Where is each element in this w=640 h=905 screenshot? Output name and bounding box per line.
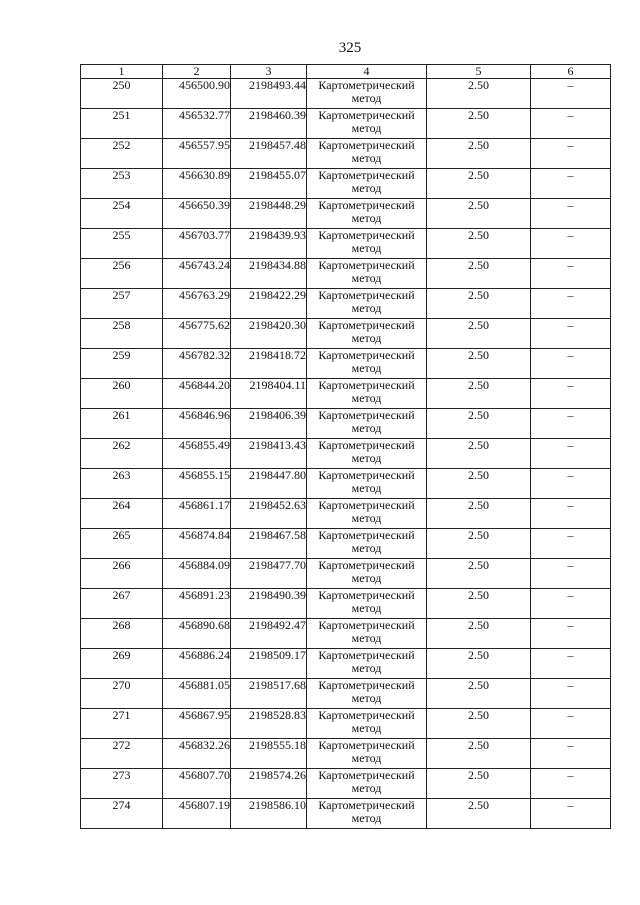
method-cell xyxy=(307,649,427,679)
precision-cell: 2.50 xyxy=(427,589,531,619)
precision-cell: 2.50 xyxy=(427,169,531,199)
table-row xyxy=(81,619,611,649)
point-number-cell: 252 xyxy=(81,139,163,169)
method-cell xyxy=(307,229,427,259)
y-coordinate-cell: 2198555.18 xyxy=(231,739,307,769)
table-row xyxy=(81,289,611,319)
method-line-2: метод xyxy=(351,151,382,165)
point-number-cell: 254 xyxy=(81,199,163,229)
precision-cell: 2.50 xyxy=(427,79,531,109)
method-line-2: метод xyxy=(351,481,382,495)
precision-cell: 2.50 xyxy=(427,529,531,559)
column-6-cell: – xyxy=(531,739,611,769)
precision-cell: 2.50 xyxy=(427,709,531,739)
column-header: 1 xyxy=(81,65,163,79)
y-coordinate-cell: 2198434.88 xyxy=(231,259,307,289)
method-line-1: Картометрический xyxy=(318,198,415,212)
method-line-2: метод xyxy=(351,541,382,555)
method-cell xyxy=(307,259,427,289)
precision-cell: 2.50 xyxy=(427,469,531,499)
method-line-1: Картометрический xyxy=(318,408,415,422)
x-coordinate-cell: 456881.05 xyxy=(163,679,231,709)
method-line-1: Картометрический xyxy=(318,768,415,782)
method-cell xyxy=(307,799,427,829)
precision-cell: 2.50 xyxy=(427,679,531,709)
point-number-cell: 268 xyxy=(81,619,163,649)
method-line-2: метод xyxy=(351,331,382,345)
point-number-cell: 262 xyxy=(81,439,163,469)
table-row xyxy=(81,709,611,739)
x-coordinate-cell: 456855.15 xyxy=(163,469,231,499)
method-cell xyxy=(307,709,427,739)
precision-cell: 2.50 xyxy=(427,769,531,799)
point-number-cell: 270 xyxy=(81,679,163,709)
table-row xyxy=(81,739,611,769)
method-cell xyxy=(307,289,427,319)
method-cell xyxy=(307,439,427,469)
column-6-cell: – xyxy=(531,619,611,649)
precision-cell: 2.50 xyxy=(427,199,531,229)
column-6-cell: – xyxy=(531,409,611,439)
column-6-cell: – xyxy=(531,769,611,799)
method-cell xyxy=(307,379,427,409)
precision-cell: 2.50 xyxy=(427,139,531,169)
table-row xyxy=(81,409,611,439)
table-row xyxy=(81,439,611,469)
method-cell xyxy=(307,409,427,439)
method-line-2: метод xyxy=(351,121,382,135)
method-line-1: Картометрический xyxy=(318,228,415,242)
y-coordinate-cell: 2198586.10 xyxy=(231,799,307,829)
x-coordinate-cell: 456630.89 xyxy=(163,169,231,199)
x-coordinate-cell: 456846.96 xyxy=(163,409,231,439)
y-coordinate-cell: 2198492.47 xyxy=(231,619,307,649)
column-6-cell: – xyxy=(531,379,611,409)
table-row xyxy=(81,79,611,109)
point-number-cell: 257 xyxy=(81,289,163,319)
column-header: 4 xyxy=(307,65,427,79)
method-cell xyxy=(307,319,427,349)
x-coordinate-cell: 456832.26 xyxy=(163,739,231,769)
method-cell xyxy=(307,109,427,139)
method-line-2: метод xyxy=(351,511,382,525)
method-line-1: Картометрический xyxy=(318,78,415,92)
point-number-cell: 255 xyxy=(81,229,163,259)
method-line-2: метод xyxy=(351,181,382,195)
y-coordinate-cell: 2198509.17 xyxy=(231,649,307,679)
precision-cell: 2.50 xyxy=(427,439,531,469)
method-line-2: метод xyxy=(351,721,382,735)
precision-cell: 2.50 xyxy=(427,319,531,349)
table-row xyxy=(81,319,611,349)
method-cell xyxy=(307,679,427,709)
method-line-1: Картометрический xyxy=(318,378,415,392)
column-6-cell: – xyxy=(531,439,611,469)
method-cell xyxy=(307,349,427,379)
point-number-cell: 260 xyxy=(81,379,163,409)
x-coordinate-cell: 456775.62 xyxy=(163,319,231,349)
method-line-1: Картометрический xyxy=(318,108,415,122)
point-number-cell: 256 xyxy=(81,259,163,289)
method-line-1: Картометрический xyxy=(318,678,415,692)
precision-cell: 2.50 xyxy=(427,499,531,529)
column-6-cell: – xyxy=(531,499,611,529)
method-line-1: Картометрический xyxy=(318,138,415,152)
method-cell xyxy=(307,529,427,559)
point-number-cell: 263 xyxy=(81,469,163,499)
y-coordinate-cell: 2198413.43 xyxy=(231,439,307,469)
table-row xyxy=(81,259,611,289)
y-coordinate-cell: 2198493.44 xyxy=(231,79,307,109)
method-line-2: метод xyxy=(351,391,382,405)
y-coordinate-cell: 2198574.26 xyxy=(231,769,307,799)
method-line-2: метод xyxy=(351,301,382,315)
method-line-1: Картометрический xyxy=(318,798,415,812)
y-coordinate-cell: 2198490.39 xyxy=(231,589,307,619)
column-6-cell: – xyxy=(531,709,611,739)
column-6-cell: – xyxy=(531,169,611,199)
method-line-2: метод xyxy=(351,271,382,285)
point-number-cell: 274 xyxy=(81,799,163,829)
precision-cell: 2.50 xyxy=(427,259,531,289)
table-row xyxy=(81,199,611,229)
method-cell xyxy=(307,589,427,619)
point-number-cell: 271 xyxy=(81,709,163,739)
method-line-2: метод xyxy=(351,421,382,435)
method-line-1: Картометрический xyxy=(318,588,415,602)
column-6-cell: – xyxy=(531,289,611,319)
column-6-cell: – xyxy=(531,649,611,679)
column-6-cell: – xyxy=(531,529,611,559)
method-line-1: Картометрический xyxy=(318,618,415,632)
y-coordinate-cell: 2198457.48 xyxy=(231,139,307,169)
table-row xyxy=(81,769,611,799)
x-coordinate-cell: 456861.17 xyxy=(163,499,231,529)
column-6-cell: – xyxy=(531,589,611,619)
table-row xyxy=(81,229,611,259)
point-number-cell: 269 xyxy=(81,649,163,679)
method-line-1: Картометрический xyxy=(318,348,415,362)
precision-cell: 2.50 xyxy=(427,559,531,589)
column-6-cell: – xyxy=(531,229,611,259)
method-line-2: метод xyxy=(351,811,382,825)
point-number-cell: 265 xyxy=(81,529,163,559)
precision-cell: 2.50 xyxy=(427,619,531,649)
table-row xyxy=(81,469,611,499)
coordinates-table xyxy=(80,64,611,829)
point-number-cell: 273 xyxy=(81,769,163,799)
y-coordinate-cell: 2198467.58 xyxy=(231,529,307,559)
method-line-2: метод xyxy=(351,751,382,765)
precision-cell: 2.50 xyxy=(427,799,531,829)
method-line-2: метод xyxy=(351,451,382,465)
y-coordinate-cell: 2198422.29 xyxy=(231,289,307,319)
x-coordinate-cell: 456890.68 xyxy=(163,619,231,649)
method-cell xyxy=(307,739,427,769)
column-6-cell: – xyxy=(531,139,611,169)
x-coordinate-cell: 456650.39 xyxy=(163,199,231,229)
table-row xyxy=(81,169,611,199)
method-line-2: метод xyxy=(351,601,382,615)
point-number-cell: 253 xyxy=(81,169,163,199)
method-line-2: метод xyxy=(351,361,382,375)
x-coordinate-cell: 456557.95 xyxy=(163,139,231,169)
x-coordinate-cell: 456807.70 xyxy=(163,769,231,799)
x-coordinate-cell: 456886.24 xyxy=(163,649,231,679)
column-6-cell: – xyxy=(531,559,611,589)
method-line-2: метод xyxy=(351,241,382,255)
x-coordinate-cell: 456807.19 xyxy=(163,799,231,829)
method-cell xyxy=(307,559,427,589)
y-coordinate-cell: 2198418.72 xyxy=(231,349,307,379)
point-number-cell: 266 xyxy=(81,559,163,589)
point-number-cell: 259 xyxy=(81,349,163,379)
x-coordinate-cell: 456500.90 xyxy=(163,79,231,109)
method-line-1: Картометрический xyxy=(318,318,415,332)
y-coordinate-cell: 2198460.39 xyxy=(231,109,307,139)
method-line-1: Картометрический xyxy=(318,468,415,482)
method-line-2: метод xyxy=(351,211,382,225)
method-line-2: метод xyxy=(351,661,382,675)
method-line-2: метод xyxy=(351,631,382,645)
point-number-cell: 272 xyxy=(81,739,163,769)
point-number-cell: 258 xyxy=(81,319,163,349)
method-line-1: Картометрический xyxy=(318,738,415,752)
x-coordinate-cell: 456891.23 xyxy=(163,589,231,619)
method-line-2: метод xyxy=(351,781,382,795)
method-cell xyxy=(307,139,427,169)
column-6-cell: – xyxy=(531,469,611,499)
x-coordinate-cell: 456782.32 xyxy=(163,349,231,379)
column-6-cell: – xyxy=(531,259,611,289)
point-number-cell: 251 xyxy=(81,109,163,139)
table-body xyxy=(81,79,611,829)
point-number-cell: 261 xyxy=(81,409,163,439)
table-row xyxy=(81,649,611,679)
table-row xyxy=(81,379,611,409)
method-line-2: метод xyxy=(351,571,382,585)
column-header: 2 xyxy=(163,65,231,79)
column-6-cell: – xyxy=(531,799,611,829)
table-row xyxy=(81,109,611,139)
y-coordinate-cell: 2198447.80 xyxy=(231,469,307,499)
method-line-1: Картометрический xyxy=(318,528,415,542)
method-cell xyxy=(307,79,427,109)
table-row xyxy=(81,529,611,559)
method-cell xyxy=(307,769,427,799)
precision-cell: 2.50 xyxy=(427,229,531,259)
method-cell xyxy=(307,499,427,529)
method-line-2: метод xyxy=(351,691,382,705)
method-cell xyxy=(307,169,427,199)
table-row xyxy=(81,589,611,619)
table-header-row xyxy=(81,65,611,79)
method-line-1: Картометрический xyxy=(318,498,415,512)
precision-cell: 2.50 xyxy=(427,109,531,139)
method-cell xyxy=(307,469,427,499)
method-line-1: Картометрический xyxy=(318,168,415,182)
column-6-cell: – xyxy=(531,349,611,379)
column-6-cell: – xyxy=(531,109,611,139)
method-line-1: Картометрический xyxy=(318,288,415,302)
column-6-cell: – xyxy=(531,79,611,109)
point-number-cell: 264 xyxy=(81,499,163,529)
page-number: 325 xyxy=(338,40,362,56)
y-coordinate-cell: 2198420.30 xyxy=(231,319,307,349)
y-coordinate-cell: 2198517.68 xyxy=(231,679,307,709)
precision-cell: 2.50 xyxy=(427,349,531,379)
y-coordinate-cell: 2198404.11 xyxy=(231,379,307,409)
table-row xyxy=(81,349,611,379)
x-coordinate-cell: 456874.84 xyxy=(163,529,231,559)
column-header: 5 xyxy=(427,65,531,79)
table-row xyxy=(81,799,611,829)
column-6-cell: – xyxy=(531,319,611,349)
y-coordinate-cell: 2198455.07 xyxy=(231,169,307,199)
column-6-cell: – xyxy=(531,679,611,709)
x-coordinate-cell: 456703.77 xyxy=(163,229,231,259)
precision-cell: 2.50 xyxy=(427,409,531,439)
method-cell xyxy=(307,199,427,229)
y-coordinate-cell: 2198528.83 xyxy=(231,709,307,739)
y-coordinate-cell: 2198448.29 xyxy=(231,199,307,229)
x-coordinate-cell: 456844.20 xyxy=(163,379,231,409)
method-line-1: Картометрический xyxy=(318,648,415,662)
method-line-1: Картометрический xyxy=(318,708,415,722)
point-number-cell: 250 xyxy=(81,79,163,109)
precision-cell: 2.50 xyxy=(427,289,531,319)
x-coordinate-cell: 456884.09 xyxy=(163,559,231,589)
table-row xyxy=(81,139,611,169)
precision-cell: 2.50 xyxy=(427,739,531,769)
y-coordinate-cell: 2198477.70 xyxy=(231,559,307,589)
method-line-2: метод xyxy=(351,91,382,105)
table-row xyxy=(81,559,611,589)
point-number-cell: 267 xyxy=(81,589,163,619)
precision-cell: 2.50 xyxy=(427,379,531,409)
x-coordinate-cell: 456867.95 xyxy=(163,709,231,739)
x-coordinate-cell: 456855.49 xyxy=(163,439,231,469)
x-coordinate-cell: 456743.24 xyxy=(163,259,231,289)
x-coordinate-cell: 456763.29 xyxy=(163,289,231,319)
precision-cell: 2.50 xyxy=(427,649,531,679)
table-row xyxy=(81,679,611,709)
y-coordinate-cell: 2198452.63 xyxy=(231,499,307,529)
column-header: 6 xyxy=(531,65,611,79)
method-line-1: Картометрический xyxy=(318,558,415,572)
y-coordinate-cell: 2198406.39 xyxy=(231,409,307,439)
method-line-1: Картометрический xyxy=(318,258,415,272)
y-coordinate-cell: 2198439.93 xyxy=(231,229,307,259)
table-row xyxy=(81,499,611,529)
column-header: 3 xyxy=(231,65,307,79)
column-6-cell: – xyxy=(531,199,611,229)
x-coordinate-cell: 456532.77 xyxy=(163,109,231,139)
method-cell xyxy=(307,619,427,649)
method-line-1: Картометрический xyxy=(318,438,415,452)
